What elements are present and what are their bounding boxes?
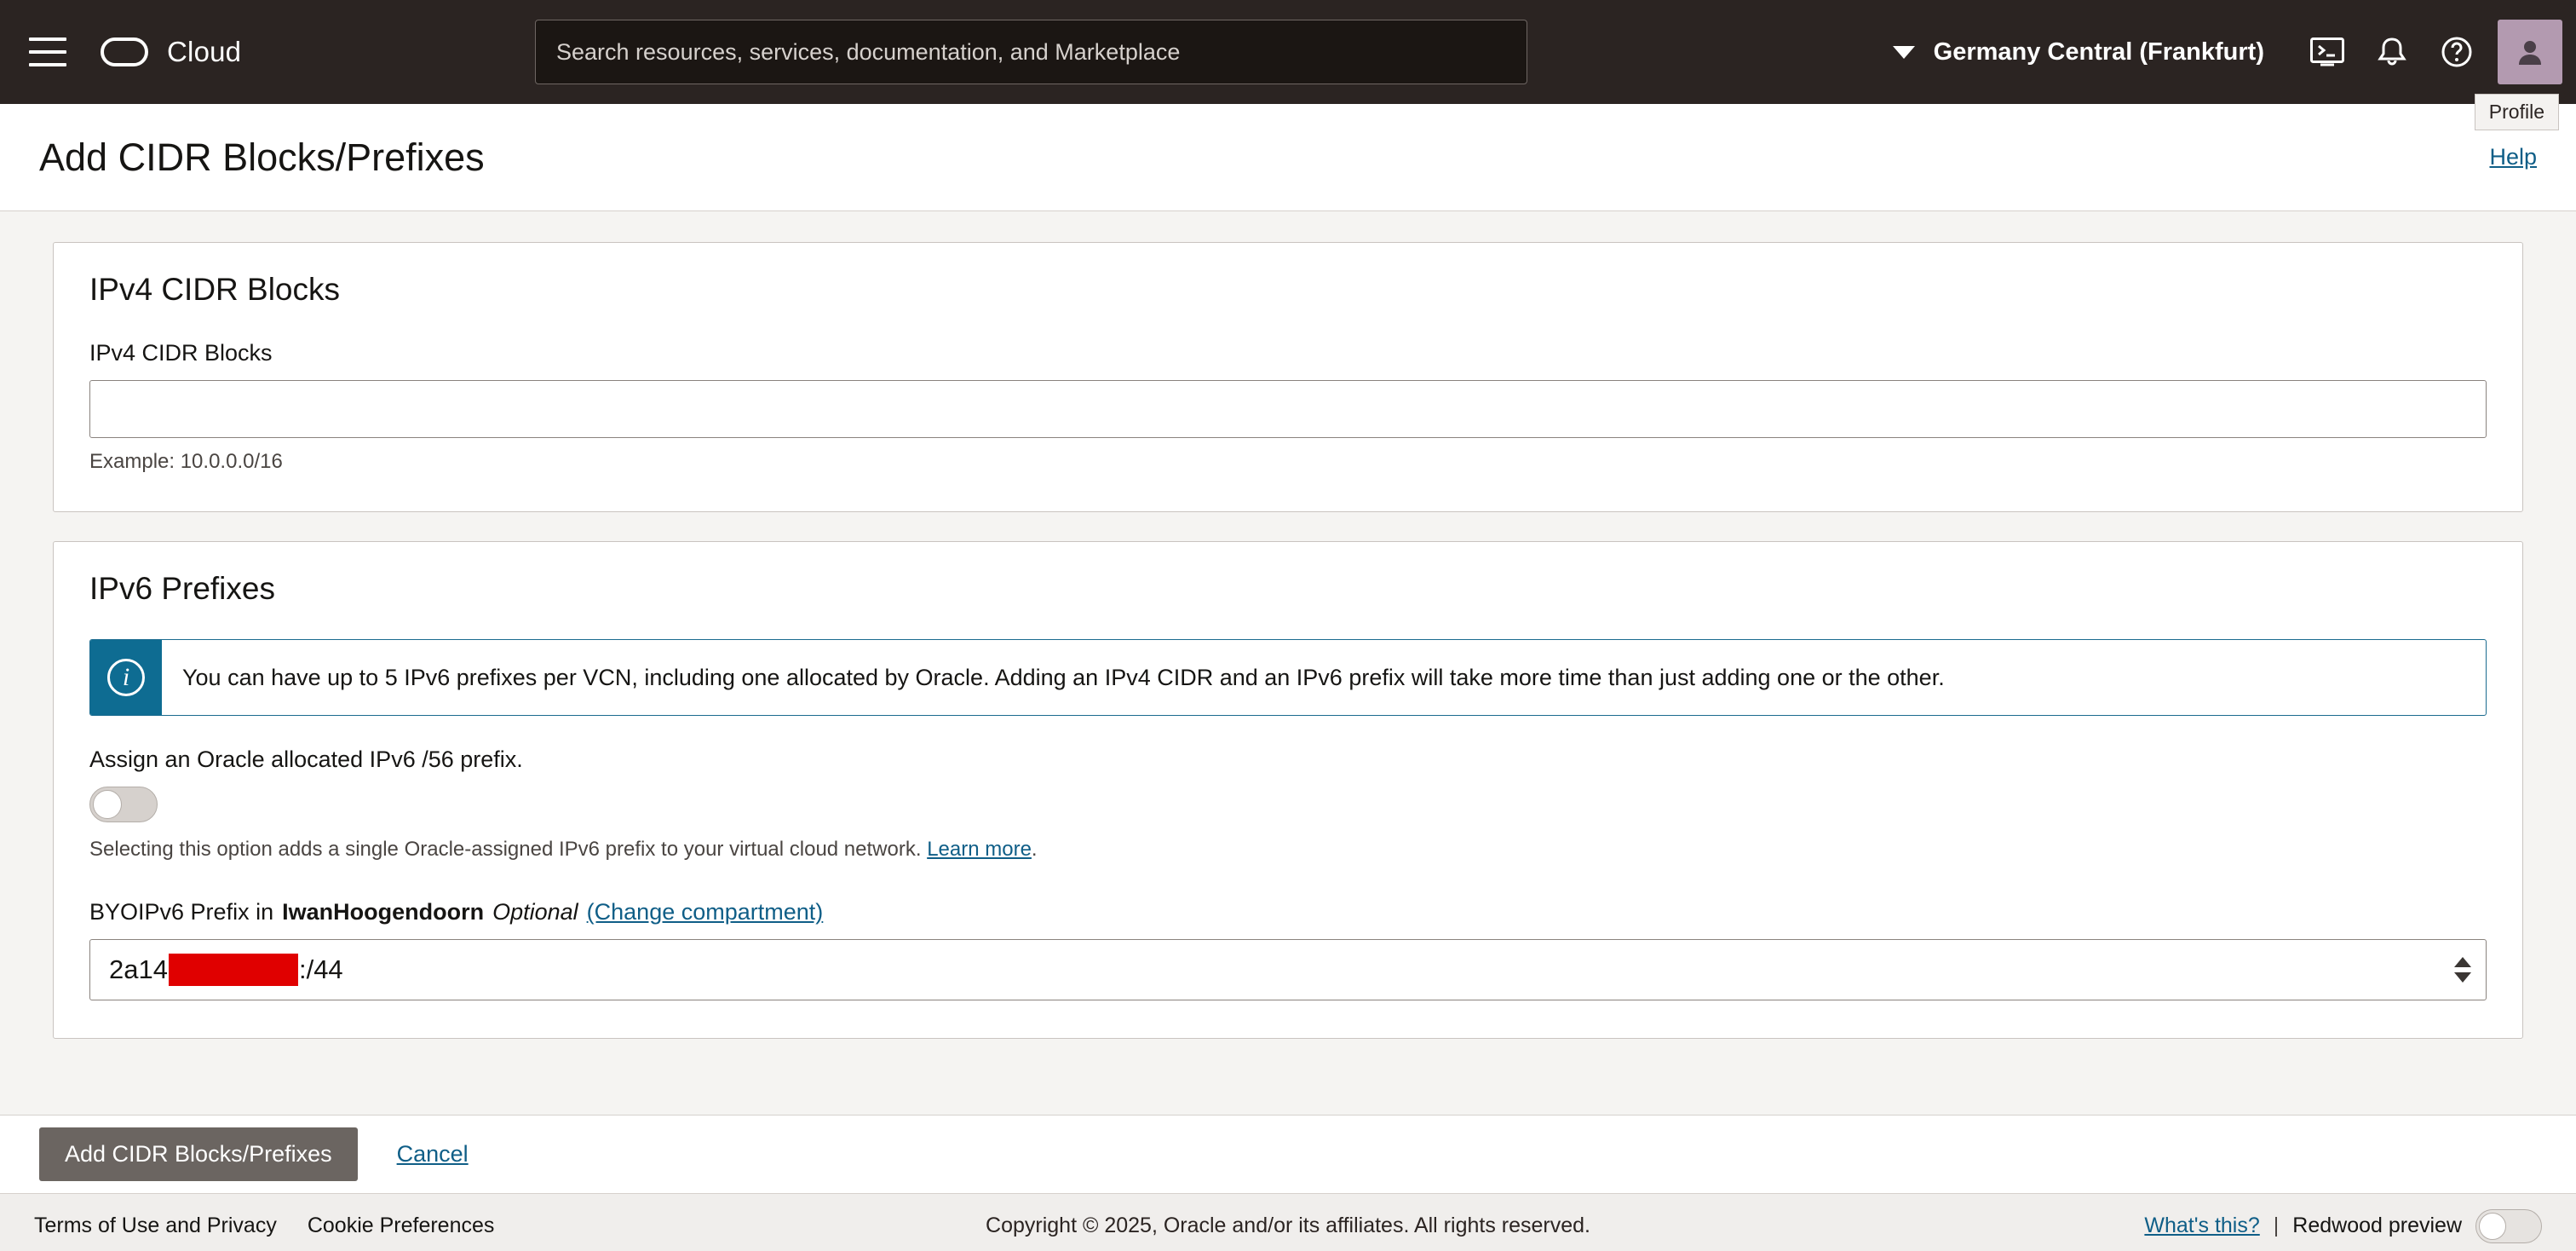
footer-separator: | (2273, 1214, 2280, 1237)
form-action-bar (0, 1115, 2576, 1193)
ipv4-card-title: IPv4 CIDR Blocks (89, 272, 341, 307)
region-label: Germany Central (Frankfurt) (1933, 37, 2264, 66)
assign-oracle-prefix-label: Assign an Oracle allocated IPv6 /56 prefix. (89, 747, 523, 773)
redwood-toggle-knob (2479, 1213, 2506, 1240)
ipv4-cidr-input[interactable] (89, 380, 2487, 438)
byoipv6-prefix-input[interactable] (89, 939, 2487, 1000)
redwood-preview-label: Redwood preview (2292, 1214, 2462, 1237)
cloud-shell-icon[interactable] (2295, 20, 2360, 84)
assign-oracle-prefix-toggle[interactable] (89, 787, 158, 822)
byoipv6-compartment-name: IwanHoogendoorn (282, 899, 485, 925)
oracle-logo-icon (101, 37, 148, 66)
page-header (0, 104, 2576, 211)
whats-this-link[interactable]: What's this? (2144, 1214, 2260, 1237)
toggle-knob (93, 790, 122, 819)
add-cidr-blocks-prefixes-button[interactable]: Add CIDR Blocks/Prefixes (39, 1127, 358, 1181)
cookie-preferences-link[interactable]: Cookie Preferences (307, 1214, 495, 1237)
byoipv6-stepper-arrows[interactable] (2454, 957, 2471, 983)
profile-avatar-icon[interactable] (2498, 20, 2562, 84)
brand-label: Cloud (167, 36, 242, 67)
terms-of-use-link[interactable]: Terms of Use and Privacy (34, 1214, 277, 1237)
change-compartment-link[interactable]: (Change compartment) (586, 899, 824, 925)
ipv4-field-label: IPv4 CIDR Blocks (89, 340, 273, 366)
byoipv6-value-prefix: 2a14 (109, 954, 168, 985)
ipv4-cidr-blocks-card (53, 242, 2523, 512)
ipv4-example-hint: Example: 10.0.0.0/16 (89, 450, 283, 473)
help-question-icon[interactable] (2424, 20, 2489, 84)
top-navigation-bar (0, 0, 2576, 123)
byoipv6-optional-label: Optional (492, 899, 578, 925)
profile-tooltip: Profile (2475, 94, 2559, 130)
learn-more-link[interactable]: Learn more (927, 838, 1032, 862)
redwood-preview-toggle[interactable] (2475, 1209, 2542, 1243)
byoipv6-label: BYOIPv6 Prefix in (89, 899, 274, 925)
byoipv6-prefix-field[interactable] (89, 939, 2487, 1000)
page-title: Add CIDR Blocks/Prefixes (39, 135, 485, 179)
top-bar-right-cluster (1893, 0, 2576, 104)
region-selector[interactable] (1893, 38, 2264, 66)
assign-hint-text: Selecting this option adds a single Oracle-assigned IPv6 prefix to your virtual cloud network. (89, 838, 922, 862)
stepper-down-icon[interactable] (2454, 972, 2471, 983)
copyright-text: Copyright © 2025, Oracle and/or its affiliates. All rights reserved. (986, 1214, 1590, 1237)
global-search[interactable] (535, 20, 1527, 84)
ipv6-card-title: IPv6 Prefixes (89, 571, 275, 606)
hamburger-menu-icon[interactable] (29, 37, 66, 66)
assign-oracle-prefix-hint (89, 838, 2487, 862)
ipv6-info-text: You can have up to 5 IPv6 prefixes per VCN, including one allocated by Oracle. Adding an IPv4 CIDR and an IPv6 prefix will take more time than just adding one or the other. (182, 665, 1945, 690)
cancel-button[interactable]: Cancel (392, 1140, 474, 1168)
byoipv6-prefix-row (89, 899, 2487, 925)
info-circle-icon: i (90, 640, 162, 715)
search-input[interactable] (535, 20, 1527, 84)
notifications-bell-icon[interactable] (2360, 20, 2424, 84)
main-content (0, 211, 2576, 1115)
page-footer (0, 1193, 2576, 1251)
stepper-up-icon[interactable] (2454, 957, 2471, 967)
help-link[interactable]: Help (2489, 144, 2537, 170)
assign-hint-period: . (1031, 838, 1038, 862)
byoipv6-value-suffix: :/44 (298, 954, 343, 985)
ipv6-info-banner (89, 639, 2487, 716)
ipv6-prefixes-card (53, 541, 2523, 1039)
redacted-value-block (169, 954, 298, 986)
chevron-down-icon (1893, 46, 1915, 59)
